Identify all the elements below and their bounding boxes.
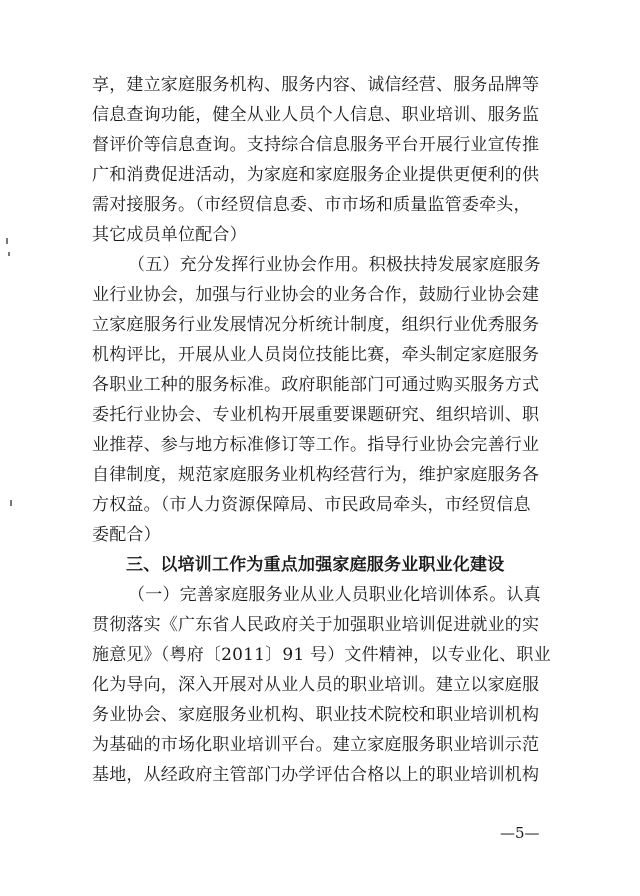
section-3-heading: 三、以培训工作为重点加强家庭服务业职业化建设 xyxy=(126,555,505,575)
text-line: 其它成员单位配合） xyxy=(92,225,247,245)
text-line: 业行业协会，加强与行业协会的业务合作，鼓励行业协会建 xyxy=(92,285,540,305)
text-line: 基地，从经政府主管部门办学评估合格以上的职业培训机构 xyxy=(92,765,540,785)
scan-mark xyxy=(10,500,12,506)
scan-mark xyxy=(6,238,8,244)
text-line: 贯彻落实《广东省人民政府关于加强职业培训促进就业的实 xyxy=(92,615,540,635)
text-line: 机构评比，开展从业人员岗位技能比赛，牵头制定家庭服务 xyxy=(92,345,540,365)
text-line: 信息查询功能，健全从业人员个人信息、职业培训、服务监 xyxy=(92,105,540,125)
text-line: 为基础的市场化职业培训平台。建立家庭服务职业培训示范 xyxy=(92,735,540,755)
text-line: 化为导向，深入开展对从业人员的职业培训。建立以家庭服 xyxy=(92,675,540,695)
text-line: 督评价等信息查询。支持综合信息服务平台开展行业宣传推 xyxy=(92,135,540,155)
text-line: 务业协会、家庭服务业机构、职业技术院校和职业培训机构 xyxy=(92,705,540,725)
text-line: 自律制度，规范家庭服务业机构经营行为，维护家庭服务各 xyxy=(92,465,540,485)
scan-mark xyxy=(8,252,10,256)
text-line: 享，建立家庭服务机构、服务内容、诚信经营、服务品牌等 xyxy=(92,75,540,95)
text-line: 需对接服务。（市经贸信息委、市市场和质量监管委牵头， xyxy=(92,195,531,215)
text-line: 委托行业协会、专业机构开展重要课题研究、组织培训、职 xyxy=(92,405,540,425)
subsection-1-heading-line: （一）完善家庭服务业从业人员职业化培训体系。认真 xyxy=(128,585,541,605)
text-line: 立家庭服务行业发展情况分析统计制度，组织行业优秀服务 xyxy=(92,315,540,335)
text-line: 委配合） xyxy=(92,525,161,545)
text-line: 施意见》（粤府〔2011〕91 号）文件精神，以专业化、职业 xyxy=(92,645,551,665)
page-number: —5— xyxy=(500,824,540,842)
text-line: 方权益。（市人力资源保障局、市民政局牵头，市经贸信息 xyxy=(92,495,531,515)
text-line: 广和消费促进活动，为家庭和家庭服务企业提供更便利的供 xyxy=(92,165,540,185)
text-line: 业推荐、参与地方标准修订等工作。指导行业协会完善行业 xyxy=(92,435,540,455)
text-line: 各职业工种的服务标准。政府职能部门可通过购买服务方式 xyxy=(92,375,540,395)
section-5-heading-line: （五）充分发挥行业协会作用。积极扶持发展家庭服务 xyxy=(128,255,541,275)
